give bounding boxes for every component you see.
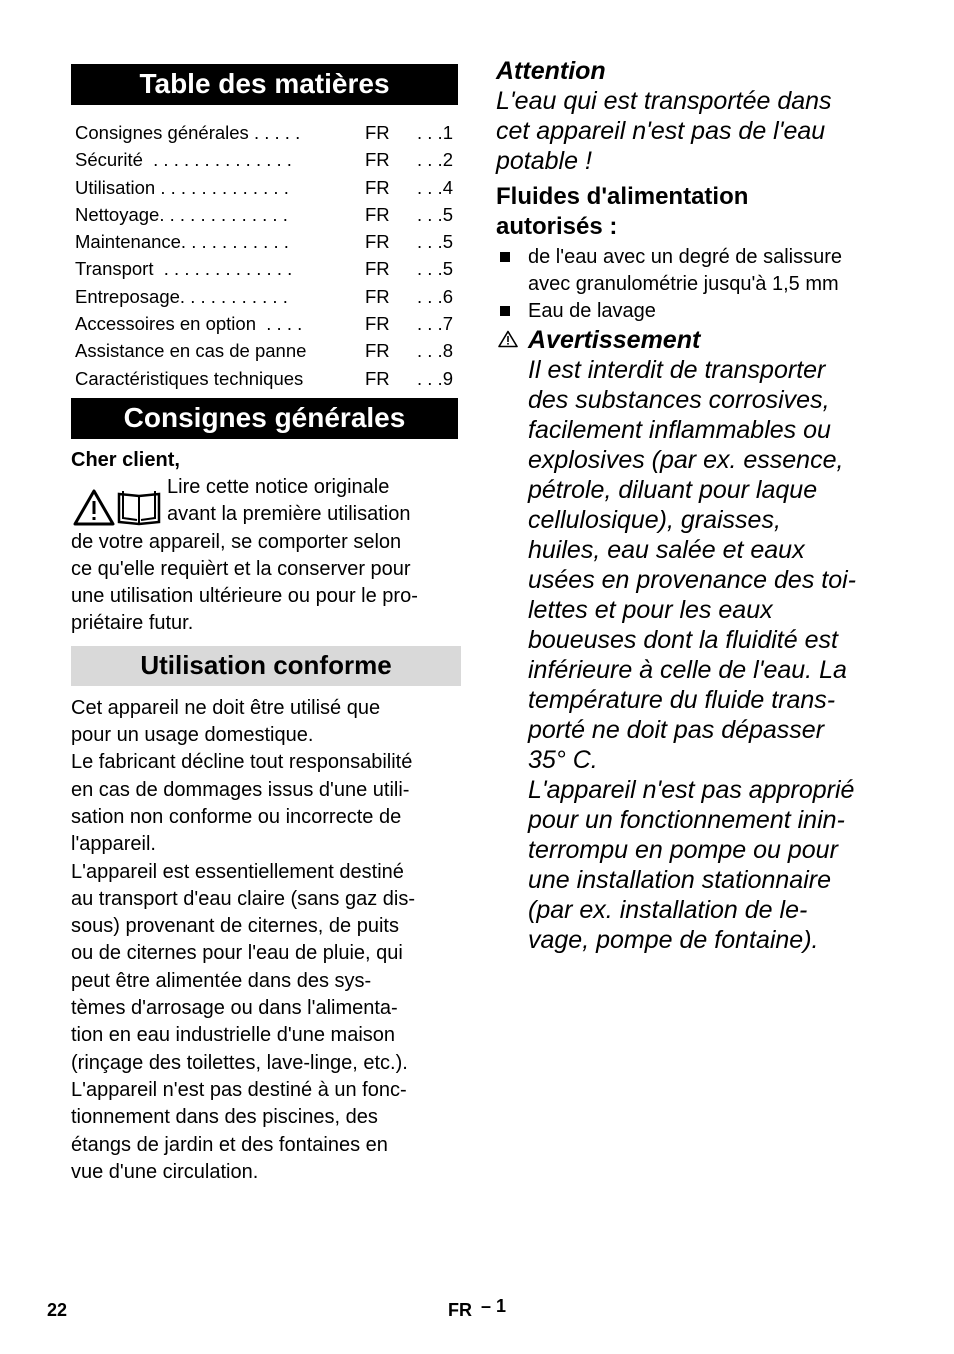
toc-entry-title: Nettoyage. . . . . . . . . . . . . xyxy=(75,203,288,225)
bullet-line: Eau de lavage xyxy=(528,300,656,322)
warning-line: des substances corrosives, xyxy=(528,386,830,414)
footer-section: – 1 xyxy=(481,1296,507,1316)
bullet-line: avec granulométrie jusqu'à 1,5 mm xyxy=(528,273,839,295)
intro-line: de votre appareil, se comporter selon xyxy=(71,530,402,553)
warning-label: Avertissement xyxy=(528,326,701,354)
general-heading: Consignes générales xyxy=(71,398,458,439)
toc-entry-title: Caractéristiques techniques xyxy=(75,367,304,389)
warning-line: usées en provenance des toi- xyxy=(528,566,856,594)
intro-line: une utilisation ultérieure ou pour le pro- xyxy=(71,585,418,608)
toc-entry[interactable] xyxy=(71,255,461,282)
warning-line: facilement inflammables ou xyxy=(528,416,831,444)
usage-line: L'appareil n'est pas destiné à un fonc- xyxy=(71,1078,407,1101)
warning-line: porté ne doit pas dépasser xyxy=(528,716,825,744)
warning-line: Il est interdit de transporter xyxy=(528,356,826,384)
usage-line: sation non conforme ou incorrecte de xyxy=(71,805,402,828)
fluid-bullet xyxy=(496,244,896,298)
toc-entry[interactable] xyxy=(71,174,461,201)
usage-line: Cet appareil ne doit être utilisé que xyxy=(71,696,381,719)
toc-heading: Table des matières xyxy=(71,64,458,105)
attention-line: potable ! xyxy=(496,147,592,175)
usage-line: tion en eau industrielle d'une maison xyxy=(71,1024,396,1047)
warning-line: cellulosique), graisses, xyxy=(528,506,781,534)
warning-line: huiles, eau salée et eaux xyxy=(528,536,805,564)
toc-entry-lang: FR xyxy=(365,231,390,253)
warning-line: pétrole, diluant pour laque xyxy=(528,476,818,504)
warning-line: explosives (par ex. essence, xyxy=(528,446,844,474)
toc-entry-lang: FR xyxy=(365,203,390,225)
page-number: 22 xyxy=(47,1300,68,1320)
usage-line: Le fabricant décline tout responsabilité xyxy=(71,751,413,774)
toc-entry-page: . . .5 xyxy=(417,258,453,280)
toc-entry-title: Maintenance. . . . . . . . . . . xyxy=(75,231,289,253)
toc-entry-lang: FR xyxy=(365,340,390,362)
toc-entry[interactable] xyxy=(71,365,461,392)
warning-triangle-icon xyxy=(498,330,518,348)
toc-entry-title: Transport . . . . . . . . . . . . . xyxy=(75,258,293,280)
usage-line: vue d'une circulation. xyxy=(71,1160,259,1183)
toc-entry-page: . . .5 xyxy=(417,231,453,253)
toc-entry-page: . . .4 xyxy=(417,176,453,198)
footer-language: FR xyxy=(448,1300,472,1320)
usage-text xyxy=(71,695,461,1186)
toc-entry-title: Utilisation . . . . . . . . . . . . . xyxy=(75,176,289,198)
warning-line: lettes et pour les eaux xyxy=(528,596,773,624)
warning-line: une installation stationnaire xyxy=(528,866,831,894)
usage-line: tèmes d'arrosage ou dans l'alimenta- xyxy=(71,997,398,1020)
toc-entry-page: . . .6 xyxy=(417,285,453,307)
intro-line: ce qu'elle requièrt et la conserver pour xyxy=(71,557,411,580)
intro-paragraph xyxy=(71,474,461,638)
warning-line: 35° C. xyxy=(528,746,598,774)
usage-line: étangs de jardin et des fontaines en xyxy=(71,1133,388,1156)
warning-line: température du fluide trans- xyxy=(528,686,836,714)
usage-line: L'appareil est essentiellement destiné xyxy=(71,860,404,883)
usage-line: pour un usage domestique. xyxy=(71,724,314,747)
toc-entry[interactable] xyxy=(71,119,461,146)
usage-line: sous) provenant de citernes, de puits xyxy=(71,915,399,938)
toc-entry[interactable] xyxy=(71,228,461,255)
toc-entry-page: . . .8 xyxy=(417,340,453,362)
warning-block xyxy=(496,325,896,955)
warning-line: inférieure à celle de l'eau. La xyxy=(528,656,847,684)
usage-line: ou de citernes pour l'eau de pluie, qui xyxy=(71,942,403,965)
warning-triangle-icon xyxy=(75,491,113,524)
manual-book-icon xyxy=(119,491,159,524)
warning-line: pour un fonctionnement inin- xyxy=(528,806,845,834)
attention-line: cet appareil n'est pas de l'eau xyxy=(496,117,826,145)
toc-entry-page: . . .7 xyxy=(417,313,453,335)
toc-entry[interactable] xyxy=(71,283,461,310)
toc-entry-title: Assistance en cas de panne xyxy=(75,340,307,362)
toc-entry-lang: FR xyxy=(365,176,390,198)
usage-line: en cas de dommages issus d'une utili- xyxy=(71,778,410,801)
toc-entry-lang: FR xyxy=(365,149,390,171)
toc-entry-page: . . .1 xyxy=(417,122,453,143)
right-column xyxy=(496,56,896,955)
intro-line: avant la première utilisation xyxy=(167,503,411,526)
greeting: Cher client, xyxy=(71,448,180,471)
usage-line: (rinçage des toilettes, lave-linge, etc.). xyxy=(71,1051,408,1074)
usage-line: peut être alimentée dans des sys- xyxy=(71,969,372,992)
bullet-square-icon xyxy=(500,252,510,262)
toc-entry-lang: FR xyxy=(365,285,390,307)
intro-icons xyxy=(73,488,161,528)
intro-line: Lire cette notice originale xyxy=(167,475,390,498)
attention-label: Attention xyxy=(496,57,606,85)
toc-entry[interactable] xyxy=(71,310,461,337)
attention-line: L'eau qui est transportée dans xyxy=(496,87,832,115)
toc-entry-lang: FR xyxy=(365,367,390,389)
intro-line: priétaire futur. xyxy=(71,612,194,635)
toc-entry[interactable] xyxy=(71,146,461,173)
fluid-bullet xyxy=(496,298,896,325)
toc-entry-title: Consignes générales . . . . . xyxy=(75,122,301,143)
toc-entry[interactable] xyxy=(71,337,461,364)
toc-entry-lang: FR xyxy=(365,122,390,143)
bullet-square-icon xyxy=(500,306,510,316)
warning-line: (par ex. installation de le- xyxy=(528,896,808,924)
warning-line: L'appareil n'est pas approprié xyxy=(528,776,855,804)
usage-line: tionnement dans des piscines, des xyxy=(71,1106,378,1129)
warning-text xyxy=(528,355,896,955)
toc-entry-lang: FR xyxy=(365,258,390,280)
toc-entry-lang: FR xyxy=(365,313,390,335)
table-of-contents xyxy=(71,119,461,392)
fluids-heading: autorisés : xyxy=(496,213,618,240)
bullet-line: de l'eau avec un degré de salissure xyxy=(528,246,843,268)
toc-entry-title: Sécurité . . . . . . . . . . . . . . xyxy=(75,149,292,171)
toc-entry-page: . . .9 xyxy=(417,367,453,389)
usage-line: au transport d'eau claire (sans gaz dis- xyxy=(71,887,415,910)
toc-entry-page: . . .5 xyxy=(417,203,453,225)
warning-line: boueuses dont la fluidité est xyxy=(528,626,838,654)
warning-line: vage, pompe de fontaine). xyxy=(528,926,819,954)
toc-entry-title: Entreposage. . . . . . . . . . . xyxy=(75,285,288,307)
fluids-heading: Fluides d'alimentation xyxy=(496,183,749,210)
usage-line: l'appareil. xyxy=(71,833,156,856)
left-column xyxy=(71,64,461,1186)
toc-entry-title: Accessoires en option . . . . xyxy=(75,313,303,335)
toc-entry-page: . . .2 xyxy=(417,149,453,171)
warning-line: terrompu en pompe ou pour xyxy=(528,836,838,864)
usage-heading: Utilisation conforme xyxy=(71,646,461,686)
toc-entry[interactable] xyxy=(71,201,461,228)
